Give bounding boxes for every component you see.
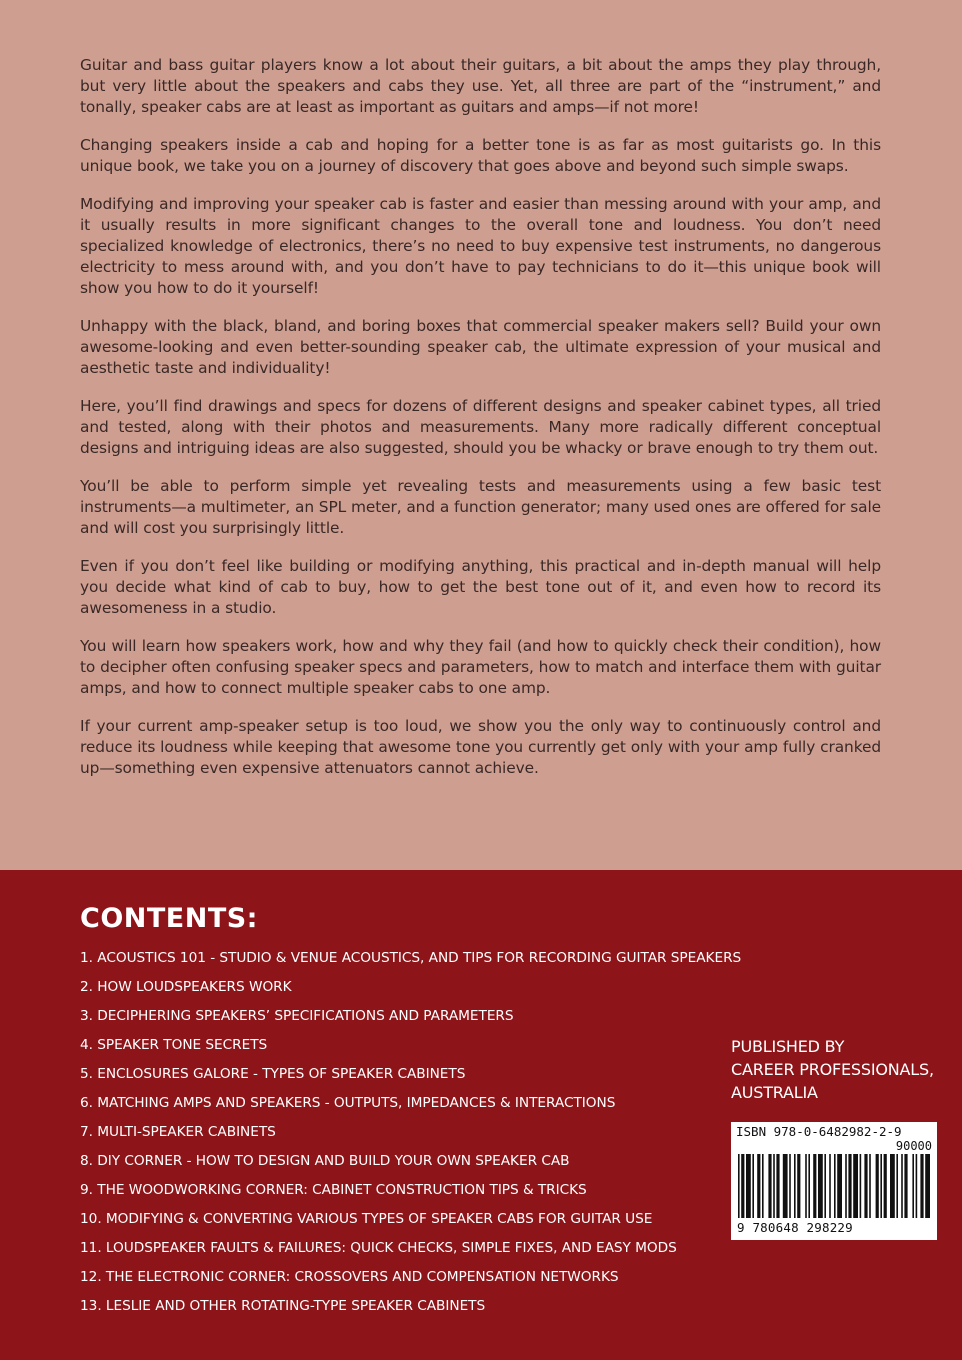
publisher-line: AUSTRALIA [731,1083,818,1102]
contents-item: 3. DECIPHERING SPEAKERS’ SPECIFICATIONS AND PARAMETERS [80,1008,514,1024]
contents-section [0,870,962,1360]
isbn-barcode [731,1122,937,1240]
blurb-paragraph-7: Even if you don’t feel like building or modifying anything, this practical and in-depth manual will help you decide what kind of cab to buy, how to get the best tone out of it, and even how to record its awesomeness in a studio. [80,557,881,617]
publisher-info [731,1035,951,1104]
price-code: 90000 [895,1139,932,1153]
contents-item: 2. HOW LOUDSPEAKERS WORK [80,979,292,995]
contents-item: 7. MULTI-SPEAKER CABINETS [80,1124,276,1140]
blurb-paragraph-5: Here, you’ll find drawings and specs for dozens of different designs and speaker cabinet types, all tried and tested, along with their photos and measurements. Many more radically different conceptual designs and intriguing ideas are also suggested, should you be whacky or brave enough to try them out. [80,397,881,457]
contents-item: 13. LESLIE AND OTHER ROTATING-TYPE SPEAKER CABINETS [80,1298,486,1314]
blurb-paragraph-2: Changing speakers inside a cab and hoping for a better tone is as far as most guitarists go. In this unique book, we take you on a journey of discovery that goes above and beyond such simple swaps. [80,136,881,175]
publisher-line: CAREER PROFESSIONALS, [731,1060,934,1079]
barcode-icon [736,1154,932,1218]
contents-item: 9. THE WOODWORKING CORNER: CABINET CONSTRUCTION TIPS & TRICKS [80,1182,587,1198]
blurb-paragraph-6: You’ll be able to perform simple yet revealing tests and measurements using a few basic test instruments—a multimeter, an SPL meter, and a function generator; many used ones are offered for sale and will cost you surprisingly little. [80,477,881,537]
contents-item: 4. SPEAKER TONE SECRETS [80,1037,268,1053]
contents-item: 12. THE ELECTRONIC CORNER: CROSSOVERS AND COMPENSATION NETWORKS [80,1269,619,1285]
contents-item: 11. LOUDSPEAKER FAULTS & FAILURES: QUICK CHECKS, SIMPLE FIXES, AND EASY MODS [80,1240,677,1256]
blurb-paragraph-3: Modifying and improving your speaker cab is faster and easier than messing around with your amp, and it usually results in more significant changes to the overall tone and loudness. You don’t need specialized knowledge of electronics, there’s no need to buy expensive test instruments, no dangerous electricity to mess around with, and you don’t have to pay technicians to do it—this unique book will show you how to do it yourself! [80,195,881,297]
contents-item: 10. MODIFYING & CONVERTING VARIOUS TYPES OF SPEAKER CABS FOR GUITAR USE [80,1211,653,1227]
contents-item: 6. MATCHING AMPS AND SPEAKERS - OUTPUTS, IMPEDANCES & INTERACTIONS [80,1095,616,1111]
blurb-paragraph-4: Unhappy with the black, bland, and boring boxes that commercial speaker makers sell? Build your own awesome-looking and even better-sounding speaker cab, the ultimate expression of your musical and aesthetic taste and individuality! [80,317,881,377]
contents-list [80,950,741,1327]
contents-item: 1. ACOUSTICS 101 - STUDIO & VENUE ACOUSTICS, AND TIPS FOR RECORDING GUITAR SPEAKERS [80,950,742,966]
blurb-text [80,55,881,796]
isbn-number: ISBN 978-0-6482982-2-9 [736,1124,902,1139]
blurb-paragraph-1: Guitar and bass guitar players know a lot about their guitars, a bit about the amps they play through, but very little about the speakers and cabs they use. Yet, all three are part of the “instrument,” and tonally, speaker cabs are at least as important as guitars and amps—if not more! [80,56,881,116]
blurb-paragraph-9: If your current amp-speaker setup is too loud, we show you the only way to continuously control and reduce its loudness while keeping that awesome tone you currently get only with your amp fully cranked up—something even expensive attenuators cannot achieve. [80,717,881,777]
ean-number: 9 780648 298229 [737,1220,853,1235]
contents-heading: CONTENTS: [80,903,258,934]
contents-item: 8. DIY CORNER - HOW TO DESIGN AND BUILD YOUR OWN SPEAKER CAB [80,1153,570,1169]
contents-item: 5. ENCLOSURES GALORE - TYPES OF SPEAKER CABINETS [80,1066,466,1082]
publisher-line: PUBLISHED BY [731,1037,845,1056]
blurb-paragraph-8: You will learn how speakers work, how and why they fail (and how to quickly check their condition), how to decipher often confusing speaker specs and parameters, how to match and interface them with guitar amps, and how to connect multiple speaker cabs to one amp. [80,637,881,697]
